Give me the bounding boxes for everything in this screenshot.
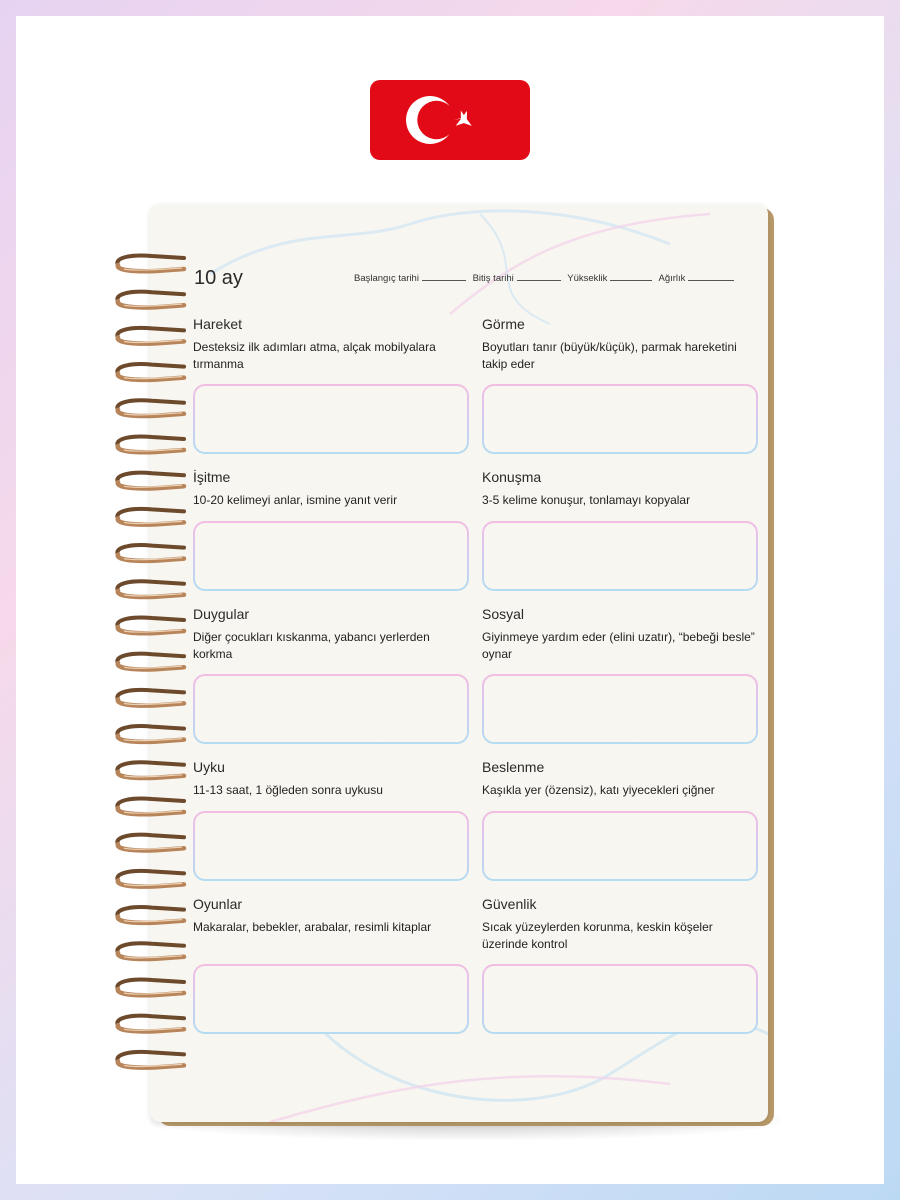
- spiral-ring: [117, 328, 184, 344]
- spiral-ring: [117, 835, 184, 851]
- note-box-hareket[interactable]: [193, 384, 469, 454]
- note-box-uyku[interactable]: [193, 811, 469, 881]
- weight-label: Ağırlık: [658, 273, 686, 284]
- spiral-ring: [117, 907, 184, 923]
- note-box-beslenme[interactable]: [482, 811, 758, 881]
- section-isitme: [193, 469, 471, 509]
- spiral-binding: [112, 248, 192, 1078]
- section-heading: Oyunlar: [193, 896, 243, 912]
- spiral-ring: [117, 654, 184, 670]
- section-heading: Uyku: [193, 759, 225, 775]
- spiral-ring: [117, 581, 184, 597]
- notebook-meta-fields: [354, 272, 738, 284]
- spiral-ring: [117, 979, 184, 995]
- section-heading: Görme: [482, 316, 525, 332]
- note-box-gorme[interactable]: [482, 384, 758, 454]
- section-description: Diğer çocukları kıskanma, yabancı yerlerden korkma: [193, 630, 430, 661]
- section-description: 10-20 kelimeyi anlar, ismine yanıt verir: [193, 493, 398, 507]
- spiral-ring: [117, 255, 184, 271]
- spiral-ring: [117, 798, 184, 814]
- spiral-ring: [117, 545, 184, 561]
- section-hareket: [193, 316, 471, 373]
- section-beslenme: [482, 759, 760, 799]
- section-description: Kaşıkla yer (özensiz), katı yiyecekleri çiğner: [482, 783, 715, 797]
- end-date-line[interactable]: [517, 272, 561, 281]
- section-heading: Güvenlik: [482, 896, 537, 912]
- start-date-line[interactable]: [422, 272, 466, 281]
- spiral-ring: [117, 871, 184, 887]
- spiral-ring: [117, 726, 184, 742]
- height-label: Yükseklik: [567, 273, 608, 284]
- note-box-duygular[interactable]: [193, 674, 469, 744]
- height-line[interactable]: [610, 272, 652, 281]
- section-description: 11-13 saat, 1 öğleden sonra uykusu: [193, 783, 383, 797]
- section-oyunlar: [193, 896, 471, 936]
- spiral-ring: [117, 436, 184, 452]
- note-box-sosyal[interactable]: [482, 674, 758, 744]
- section-description: 3-5 kelime konuşur, tonlamayı kopyalar: [482, 493, 691, 507]
- section-heading: Beslenme: [482, 759, 545, 775]
- note-box-isitme[interactable]: [193, 521, 469, 591]
- section-sosyal: [482, 606, 760, 663]
- section-description: Giyinmeye yardım eder (elini uzatır), “bebeği besle” oynar: [482, 630, 755, 661]
- start-date-label: Başlangıç tarihi: [354, 273, 419, 284]
- section-heading: İşitme: [193, 469, 231, 485]
- spiral-ring: [117, 400, 184, 416]
- section-heading: Konuşma: [482, 469, 542, 485]
- note-box-guvenlik[interactable]: [482, 964, 758, 1034]
- section-heading: Hareket: [193, 316, 243, 332]
- spiral-ring: [117, 1016, 184, 1032]
- spiral-ring: [117, 617, 184, 633]
- section-description: Desteksiz ilk adımları atma, alçak mobilyalara tırmanma: [193, 340, 436, 371]
- spiral-ring: [117, 1052, 184, 1068]
- section-description: Makaralar, bebekler, arabalar, resimli kitaplar: [193, 920, 432, 934]
- notebook-title: 10 ay: [194, 267, 243, 289]
- section-heading: Duygular: [193, 606, 250, 622]
- section-uyku: [193, 759, 471, 799]
- spiral-ring: [117, 473, 184, 489]
- spiral-ring: [117, 943, 184, 959]
- spiral-ring: [117, 762, 184, 778]
- weight-line[interactable]: [688, 272, 734, 281]
- turkey-flag-icon: [370, 80, 530, 160]
- section-heading: Sosyal: [482, 606, 525, 622]
- section-duygular: [193, 606, 471, 663]
- note-box-konusma[interactable]: [482, 521, 758, 591]
- end-date-label: Bitiş tarihi: [472, 273, 514, 284]
- notebook-page: [150, 204, 768, 1122]
- spiral-ring: [117, 509, 184, 525]
- section-description: Sıcak yüzeylerden korunma, keskin köşeler üzerinde kontrol: [482, 920, 713, 951]
- section-description: Boyutları tanır (büyük/küçük), parmak hareketini takip eder: [482, 340, 737, 371]
- spiral-ring: [117, 690, 184, 706]
- spiral-ring: [117, 364, 184, 380]
- section-konusma: [482, 469, 760, 509]
- note-box-oyunlar[interactable]: [193, 964, 469, 1034]
- section-guvenlik: [482, 896, 760, 953]
- section-gorme: [482, 316, 760, 373]
- spiral-ring: [117, 292, 184, 308]
